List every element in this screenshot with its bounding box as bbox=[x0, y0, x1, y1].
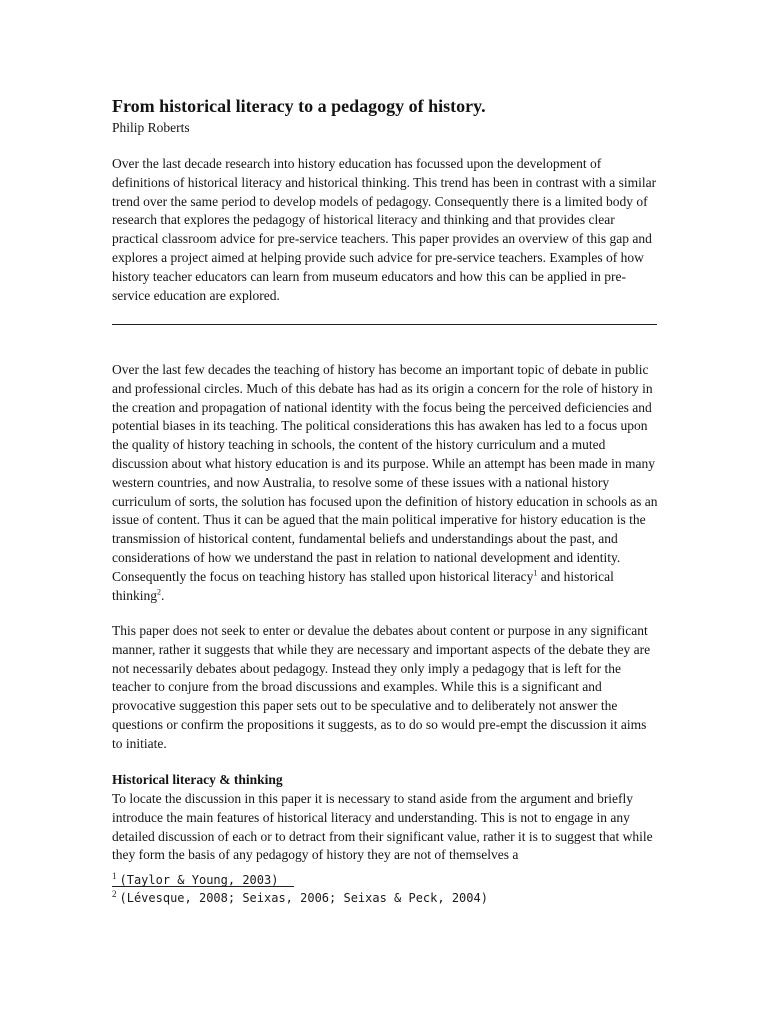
body-paragraph-2: This paper does not seek to enter or devalue the debates about content or purpose in any significant manner, rather it suggests that while they are necessary and important aspects of the debate they are not necessarily debates about pedagogy. Instead they only imply a pedagogy that is left for the teacher to conjure from the broad discussions and examples. While this is a significant and provocative suggestion this paper sets out to be speculative and to deliberately not answer the questions or confirm the propositions it suggests, as to do so would pre-empt the discussion it aims to initiate. bbox=[112, 623, 651, 751]
section-heading: Historical literacy & thinking bbox=[112, 772, 283, 787]
footnote-2-number: 2 bbox=[112, 889, 117, 899]
body-paragraph-1-end: . bbox=[161, 587, 165, 603]
footnote-2-text: (Lévesque, 2008; Seixas, 2006; Seixas & Peck, 2004) bbox=[119, 891, 488, 905]
footnote-1-number: 1 bbox=[112, 871, 117, 881]
section-divider bbox=[112, 324, 657, 325]
body-paragraph-3: To locate the discussion in this paper it is necessary to stand aside from the argument and briefly introduce the main features of historical literacy and understanding. This is not to engage in any detailed discussion of each or to detract from their significant value, rather it is to suggest that while they form the basis of any pedagogy of history they are not of themselves a bbox=[112, 791, 653, 863]
footnote-ref-1[interactable]: 1 bbox=[533, 568, 538, 578]
body-paragraph-1-mid: and historical thinking bbox=[112, 568, 614, 603]
body-paragraph-1 bbox=[112, 361, 660, 605]
footnote-1 bbox=[112, 868, 278, 888]
footnote-1-text: (Taylor & Young, 2003) bbox=[119, 873, 279, 887]
paper-title: From historical literacy to a pedagogy of history. bbox=[112, 96, 486, 116]
footnote-ref-2[interactable]: 2 bbox=[157, 587, 162, 597]
body-paragraph-1-text: Over the last few decades the teaching of history has become an important topic of debate in public and professional circles. Much of this debate has had as its origin a concern for the role of history in the creation and propagation of national identity with the focus being the perceived deficiencies and potential biases in its teaching. The political considerations this has awaken has led to a focus upon the quality of history teaching in schools, the content of the history curriculum and a muted discussion about what history education is and its purpose. While an attempt has been made in many western countries, and now Australia, to resolve some of these issues with a national history curriculum of sorts, the solution has focused upon the definition of history education in schools as an issue of content. Thus it can be agued that the main political imperative for history education is the transmission of historical content, fundamental beliefs and understandings about the past, and considerations of how we understand the past in relation to national development and identity. Consequently the focus on teaching history has stalled upon historical literacy bbox=[112, 362, 658, 584]
abstract: Over the last decade research into history education has focussed upon the development of definitions of historical literacy and historical thinking. This trend has been in contrast with a similar trend over the same period to develop models of pedagogy. Consequently there is a limited body of research that explores the pedagogy of historical literacy and thinking and that provides clear practical classroom advice for pre-service teachers. This paper provides an overview of this gap and explores a project aimed at helping provide such advice for pre-service teachers. Examples of how history teacher educators can learn from museum educators and how this can be applied in pre-service education are explored. bbox=[112, 156, 657, 303]
footnote-2 bbox=[112, 886, 488, 906]
author-name: Philip Roberts bbox=[112, 120, 190, 135]
